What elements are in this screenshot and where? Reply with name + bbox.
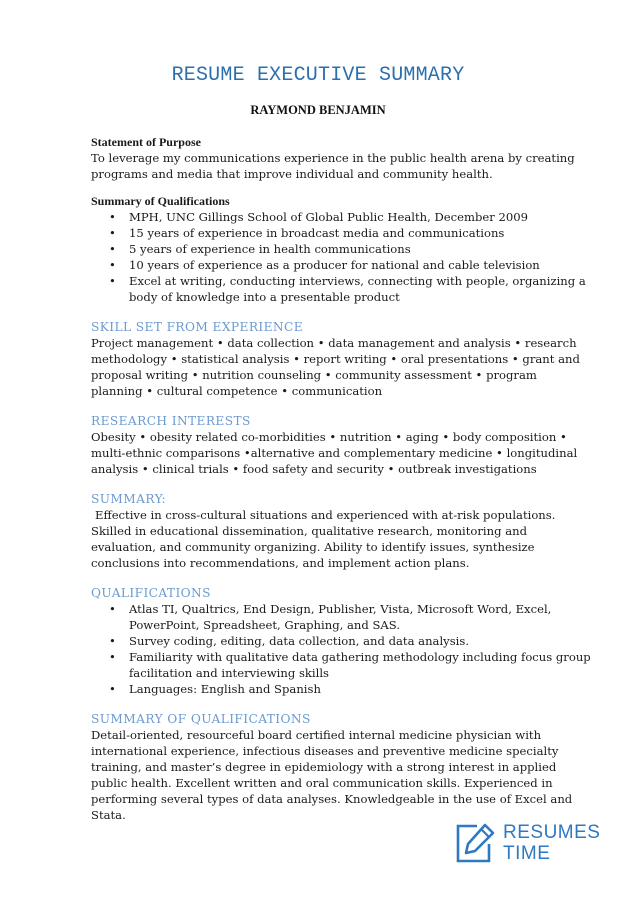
qualifications-heading: QUALIFICATIONS [91,586,211,600]
purpose-text: To leverage my communications experience in the public health arena by creating programs and media that improve individual and community health. [91,151,575,181]
resume-content [91,134,591,823]
list-item: • Familiarity with qualitative data gathering methodology including focus group facilitation and interviewing skills [129,649,591,681]
skills-text: Project management • data collection • data management and analysis • research methodology • statistical analysis • report writing • oral presentations • grant and proposal writing • nutrition counseling • community assessment • program planning • cultural competence • communication [91,336,580,398]
logo-line-1: RESUMES [503,822,601,843]
research-text: Obesity • obesity related co-morbidities • nutrition • aging • body composition • multi-ethnic comparisons •alternative and complementary medicine • longitudinal analysis • clinical trials • food safety and security • outbreak investigations [91,430,578,476]
list-item: • Excel at writing, conducting interviews, connecting with people, organizing a body of knowledge into a presentable product [129,273,591,305]
summary-line-2: Skilled in educational dissemination, qualitative research, monitoring and evaluation, and community organizing. Ability to identify issues, synthesize conclusions into recommendations, and implement action plans. [91,524,535,570]
purpose-heading: Statement of Purpose [91,135,201,149]
summary-heading: SUMMARY: [91,492,167,506]
list-item: • 5 years of experience in health communications [129,241,591,257]
research-heading: RESEARCH INTERESTS [91,414,251,428]
list-item: • 15 years of experience in broadcast media and communications [129,225,591,241]
candidate-name: RAYMOND BENJAMIN [250,103,386,117]
list-item: • Atlas TI, Qualtrics, End Design, Publisher, Vista, Microsoft Word, Excel, PowerPoint, Spreadsheet, Graphing, and SAS. [129,601,591,633]
qualifications-summary-heading: Summary of Qualifications [91,194,230,208]
page-title: RESUME EXECUTIVE SUMMARY [171,64,465,87]
list-item: • 10 years of experience as a producer for national and cable television [129,257,591,273]
list-item: • MPH, UNC Gillings School of Global Public Health, December 2009 [129,209,591,225]
list-item: • Survey coding, editing, data collection, and data analysis. [129,633,591,649]
logo-text [503,822,600,864]
skills-heading: SKILL SET FROM EXPERIENCE [91,320,303,334]
summary-line-1: Effective in cross-cultural situations and experienced with at-risk populations. [95,508,556,522]
logo-line-2: TIME [503,843,551,864]
resumes-time-logo [455,820,605,866]
summary-of-qualifications-text: Detail-oriented, resourceful board certified internal medicine physician with international experience, infectious diseases and preventive medicine specialty training, and master’s degree in epidemiology with a strong interest in applied public health. Excellent written and oral communication skills. Experienced in performing several types of data analyses. Knowledgeable in the use of Excel and Stata. [91,728,573,822]
edit-icon [455,822,495,864]
qualifications-summary-list [91,209,591,305]
qualifications-list [91,601,591,697]
summary-of-qualifications-heading: SUMMARY OF QUALIFICATIONS [91,712,311,726]
list-item: • Languages: English and Spanish [129,681,591,697]
